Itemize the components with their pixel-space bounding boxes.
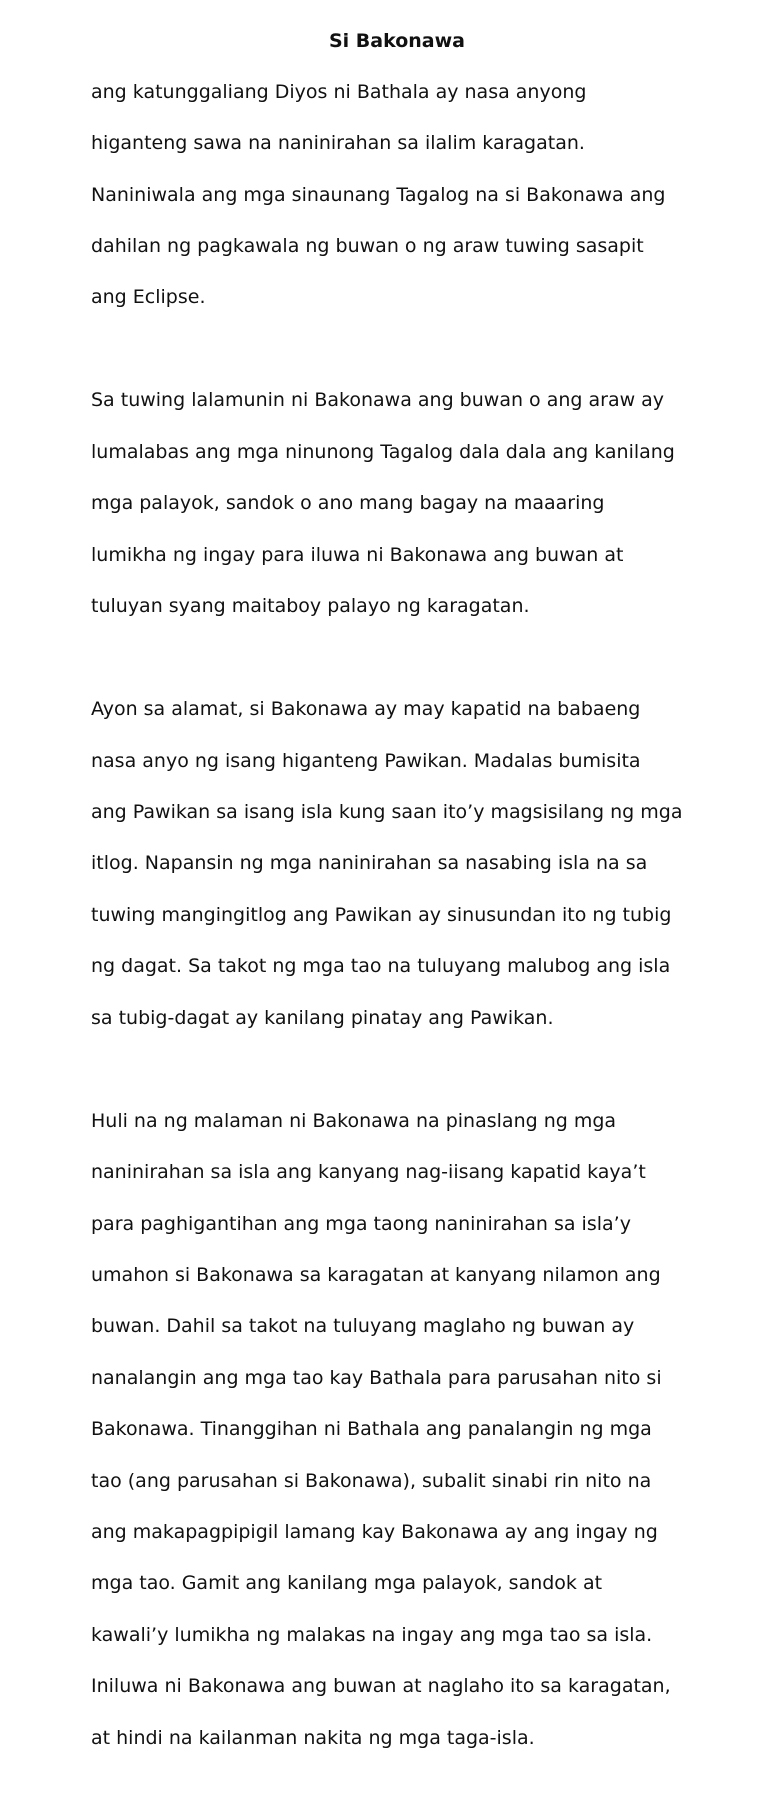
paragraph-line: ng dagat. Sa takot ng mga tao na tuluyang malubog ang isla [91,955,671,978]
paragraph-4 [91,1083,731,1777]
paragraph-line: lumikha ng ingay para iluwa ni Bakonawa ang buwan at [91,543,624,566]
paragraph-line: Sa tuwing lalamunin ni Bakonawa ang buwan o ang araw ay [91,389,665,412]
paragraph-line: para paghigantihan ang mga taong naninirahan sa isla’y [91,1212,631,1235]
paragraph-1 [91,54,731,337]
paragraph-line: ang Eclipse. [91,286,206,309]
paragraph-line: nanalangin ang mga tao kay Bathala para parusahan nito si [91,1366,662,1389]
paragraph-line: sa tubig-dagat ay kanilang pinatay ang Pawikan. [91,1006,554,1029]
paragraph-2 [91,363,731,646]
paragraph-line: tuluyan syang maitaboy palayo ng karagatan. [91,595,530,618]
paragraph-line: tao (ang parusahan si Bakonawa), subalit sinabi rin nito na [91,1469,652,1492]
paragraph-line: at hindi na kailanman nakita ng mga taga-isla. [91,1726,535,1749]
paragraph-line: dahilan ng pagkawala ng buwan o ng araw tuwing sasapit [91,234,644,257]
paragraph-line: lumalabas ang mga ninunong Tagalog dala dala ang kanilang [91,440,675,463]
paragraph-3 [91,671,731,1057]
paragraph-line: Bakonawa. Tinanggihan ni Bathala ang panalangin ng mga [91,1418,652,1441]
paragraph-line: Iniluwa ni Bakonawa ang buwan at naglaho ito sa karagatan, [91,1675,671,1698]
paragraph-line: umahon si Bakonawa sa karagatan at kanyang nilamon ang [91,1263,661,1286]
paragraph-line: Huli na ng malaman ni Bakonawa na pinaslang ng mga [91,1109,617,1132]
paragraph-line: mga tao. Gamit ang kanilang mga palayok, sandok at [91,1572,603,1595]
paragraph-line: Ayon sa alamat, si Bakonawa ay may kapatid na babaeng [91,698,641,721]
paragraph-line: nasa anyo ng isang higanteng Pawikan. Madalas bumisita [91,749,641,772]
paragraph-line: naninirahan sa isla ang kanyang nag-iisang kapatid kaya’t [91,1161,646,1184]
paragraph-line: kawali’y lumikha ng malakas na ingay ang mga tao sa isla. [91,1623,653,1646]
paragraph-line: tuwing mangingitlog ang Pawikan ay sinusundan ito ng tubig [91,903,672,926]
paragraph-line: itlog. Napansin ng mga naninirahan sa nasabing isla na sa [91,852,648,875]
paragraph-line: Naniniwala ang mga sinaunang Tagalog na si Bakonawa ang [91,183,666,206]
paragraph-line: higanteng sawa na naninirahan sa ilalim karagatan. [91,132,585,155]
paragraph-line: ang makapagpipigil lamang kay Bakonawa ay ang ingay ng [91,1520,658,1543]
document-title: Si Bakonawa [328,30,465,52]
paragraph-line: mga palayok, sandok o ano mang bagay na maaaring [91,492,605,515]
paragraph-line: buwan. Dahil sa takot na tuluyang maglaho ng buwan ay [91,1315,635,1338]
paragraph-line: ang Pawikan sa isang isla kung saan ito’y magsisilang ng mga [91,800,683,823]
paragraph-line: ang katunggaliang Diyos ni Bathala ay nasa anyong [91,80,587,103]
document-page [91,28,731,1803]
